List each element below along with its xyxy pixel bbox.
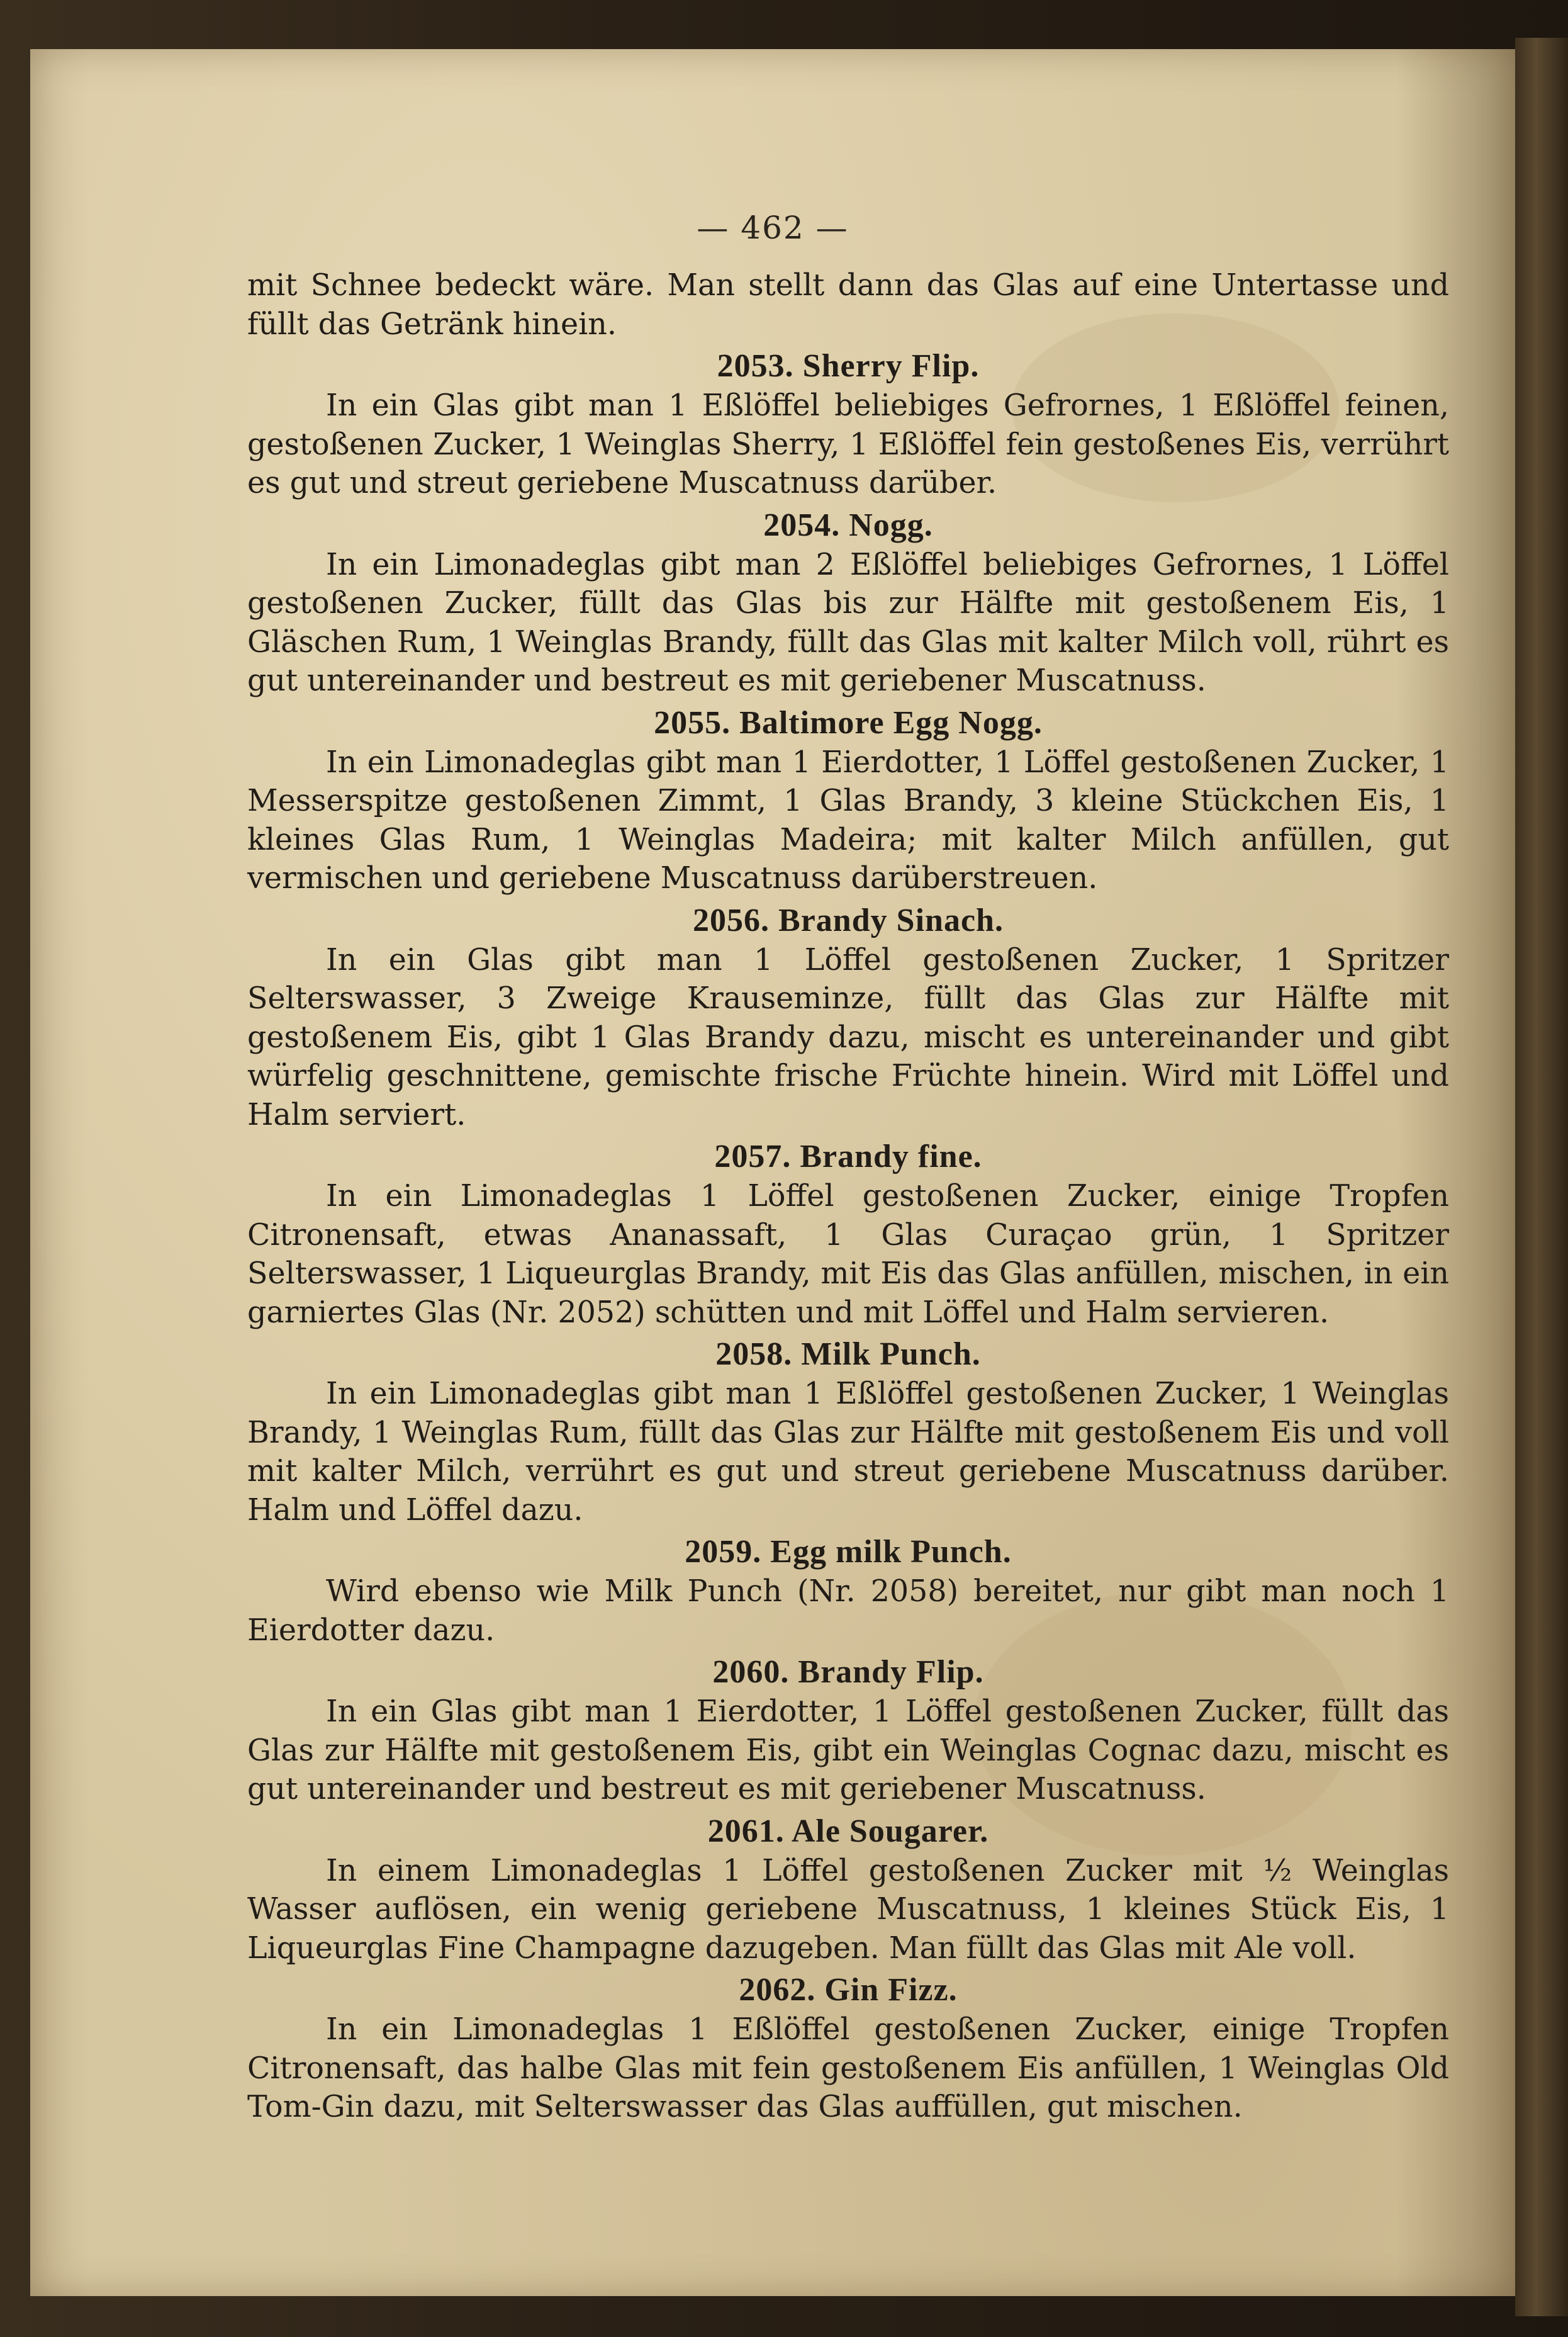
book-spine: [1515, 38, 1568, 2316]
intro-paragraph: mit Schnee bedeckt wäre. Man stellt dann das Glas auf eine Untertasse und füllt das Getränk hinein.: [247, 268, 1449, 342]
recipe-2062: [247, 1968, 1449, 2127]
recipe-2057: [247, 1134, 1449, 1332]
recipe-text: In ein Limonadeglas gibt man 1 Eßlöffel gestoßenen Zucker, 1 Weinglas Brandy, 1 Weinglas Rum, füllt das Glas zur Hälfte mit gestoßenem Eis und voll mit kalter Milch, verrührt es gut und streut geriebene Muscatnuss darüber. Halm und Löffel dazu.: [247, 1377, 1449, 1528]
recipe-2056: [247, 898, 1449, 1135]
recipe-text: In einem Limonadeglas 1 Löffel gestoßenen Zucker mit ½ Weinglas Wasser auflösen, ein wenig geriebene Muscatnuss, 1 kleines Stück Eis, 1 Liqueurglas Fine Champagne dazugeben. Man füllt das Glas mit Ale voll.: [247, 1853, 1449, 1966]
recipe-title: 2055. Baltimore Egg Nogg.: [654, 704, 1043, 741]
book-page: [30, 49, 1515, 2296]
recipe-text: In ein Glas gibt man 1 Löffel gestoßenen Zucker, 1 Spritzer Selterswasser, 3 Zweige Krauseminze, füllt das Glas zur Hälfte mit gestoßenem Eis, gibt 1 Glas Brandy dazu, mischt es untereinander und gibt würfelig geschnittene, gemischte frische Früchte hinein. Wird mit Löffel und Halm serviert.: [247, 942, 1449, 1132]
recipe-text: In ein Glas gibt man 1 Eierdotter, 1 Löffel gestoßenen Zucker, füllt das Glas zur Hälfte mit gestoßenem Eis, gibt ein Weinglas Cognac dazu, mischt es gut untereinander und bestreut es mit geriebener Muscatnuss.: [247, 1694, 1449, 1806]
recipe-title: 2056. Brandy Sinach.: [693, 902, 1004, 938]
recipe-2054: [247, 503, 1449, 701]
recipe-title: 2053. Sherry Flip.: [717, 348, 980, 384]
recipe-2055: [247, 701, 1449, 898]
recipe-title: 2060. Brandy Flip.: [712, 1654, 984, 1690]
recipe-2059: [247, 1529, 1449, 1650]
recipe-title: 2057. Brandy fine.: [714, 1139, 982, 1174]
recipe-text: In ein Limonadeglas gibt man 1 Eierdotter, 1 Löffel gestoßenen Zucker, 1 Messerspitze gestoßenen Zimmt, 1 Glas Brandy, 3 kleine Stückchen Eis, 1 kleines Glas Rum, 1 Weinglas Madeira; mit kalter Milch anfüllen, gut vermischen und geriebene Muscatnuss darüberstreuen.: [247, 745, 1449, 896]
recipe-text: Wird ebenso wie Milk Punch (Nr. 2058) bereitet, nur gibt man noch 1 Eierdotter dazu.: [247, 1574, 1449, 1648]
recipe-text: In ein Limonadeglas 1 Eßlöffel gestoßenen Zucker, einige Tropfen Citronensaft, das halbe Glas mit fein gestoßenem Eis anfüllen, 1 Weinglas Old Tom-Gin dazu, mit Selterswasser das Glas auffüllen, gut mischen.: [247, 2012, 1449, 2124]
recipe-title: 2062. Gin Fizz.: [739, 1972, 958, 2008]
recipe-2061: [247, 1809, 1449, 1968]
recipe-2060: [247, 1650, 1449, 1809]
recipe-title: 2061. Ale Sougarer.: [707, 1813, 989, 1849]
page-number: — 462 —: [697, 210, 849, 246]
recipe-2053: [247, 344, 1449, 503]
recipe-text: In ein Glas gibt man 1 Eßlöffel beliebiges Gefrornes, 1 Eßlöffel feinen, gestoßenen Zucker, 1 Weinglas Sherry, 1 Eßlöffel fein gestoßenes Eis, verrührt es gut und streut geriebene Muscatnuss darüber.: [247, 388, 1449, 500]
recipe-title: 2058. Milk Punch.: [715, 1336, 981, 1372]
recipe-2058: [247, 1332, 1449, 1529]
recipe-title: 2054. Nogg.: [763, 507, 933, 543]
recipe-text-column: [247, 266, 1449, 2127]
recipe-text: In ein Limonadeglas gibt man 2 Eßlöffel beliebiges Gefrornes, 1 Löffel gestoßenen Zucker, füllt das Glas bis zur Hälfte mit gestoßenem Eis, 1 Gläschen Rum, 1 Weinglas Brandy, füllt das Glas mit kalter Milch voll, rührt es gut untereinander und bestreut es mit geriebener Muscatnuss.: [247, 547, 1449, 698]
recipe-text: In ein Limonadeglas 1 Löffel gestoßenen Zucker, einige Tropfen Citronensaft, etwas Ananassaft, 1 Glas Curaçao grün, 1 Spritzer Selterswasser, 1 Liqueurglas Brandy, mit Eis das Glas anfüllen, mischen, in ein garniertes Glas (Nr. 2052) schütten und mit Löffel und Halm servieren.: [247, 1179, 1449, 1330]
recipe-title: 2059. Egg milk Punch.: [685, 1534, 1012, 1570]
